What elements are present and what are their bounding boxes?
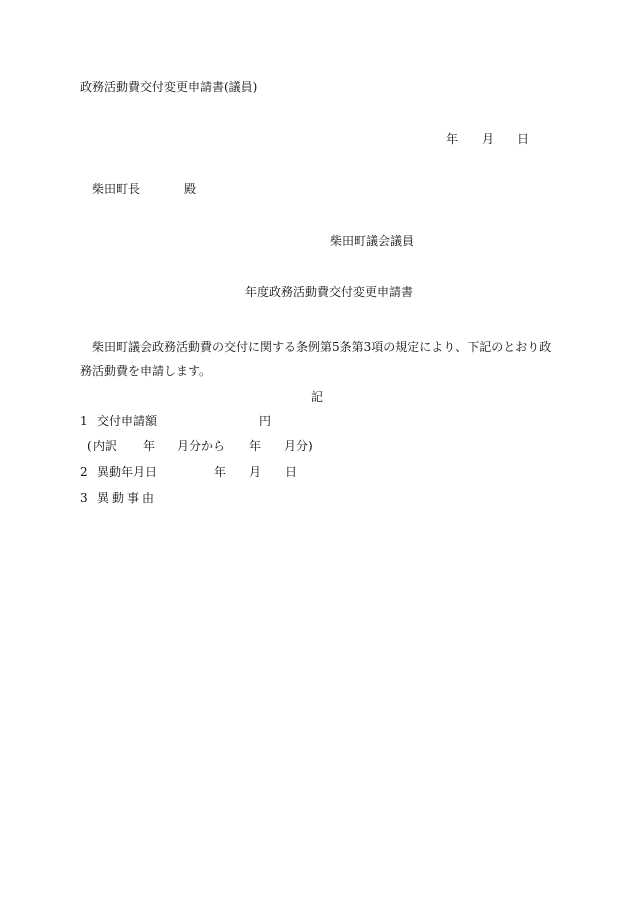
ki-marker: 記: [311, 390, 324, 404]
form-title: 政務活動費交付変更申請書(議員): [80, 80, 258, 94]
body-paragraph: 柴田町議会政務活動費の交付に関する条例第5条第3項の規定により、下記のとおり政務活動費を申請します。: [80, 340, 552, 378]
breakdown-end-year: 年: [249, 439, 262, 453]
item-1-label: 交付申請額: [97, 414, 158, 428]
date-year-label: 年: [446, 132, 459, 146]
date-day-label: 日: [517, 132, 530, 146]
breakdown-label: 内訳: [93, 439, 118, 453]
item-2-label: 異動年月日: [97, 465, 158, 479]
breakdown-end-month: 月分): [284, 439, 313, 453]
breakdown-open-paren: (: [87, 439, 92, 453]
item-2-day: 日: [285, 465, 298, 479]
item-1-unit: 円: [259, 414, 272, 428]
item-3-number: 3: [80, 491, 88, 505]
item-2-year: 年: [214, 465, 227, 479]
item-3-label: 異動事由: [97, 491, 158, 505]
sender: 柴田町議会議員: [330, 234, 415, 248]
addressee-honorific: 殿: [184, 182, 197, 196]
item-1-number: 1: [80, 414, 88, 428]
breakdown-start-year: 年: [143, 439, 156, 453]
breakdown-start-month: 月分から: [177, 439, 226, 453]
addressee: 柴田町長: [92, 182, 141, 196]
item-2-month: 月: [249, 465, 262, 479]
document-title: 年度政務活動費交付変更申請書: [245, 285, 414, 299]
item-2-number: 2: [80, 465, 88, 479]
date-month-label: 月: [482, 132, 495, 146]
